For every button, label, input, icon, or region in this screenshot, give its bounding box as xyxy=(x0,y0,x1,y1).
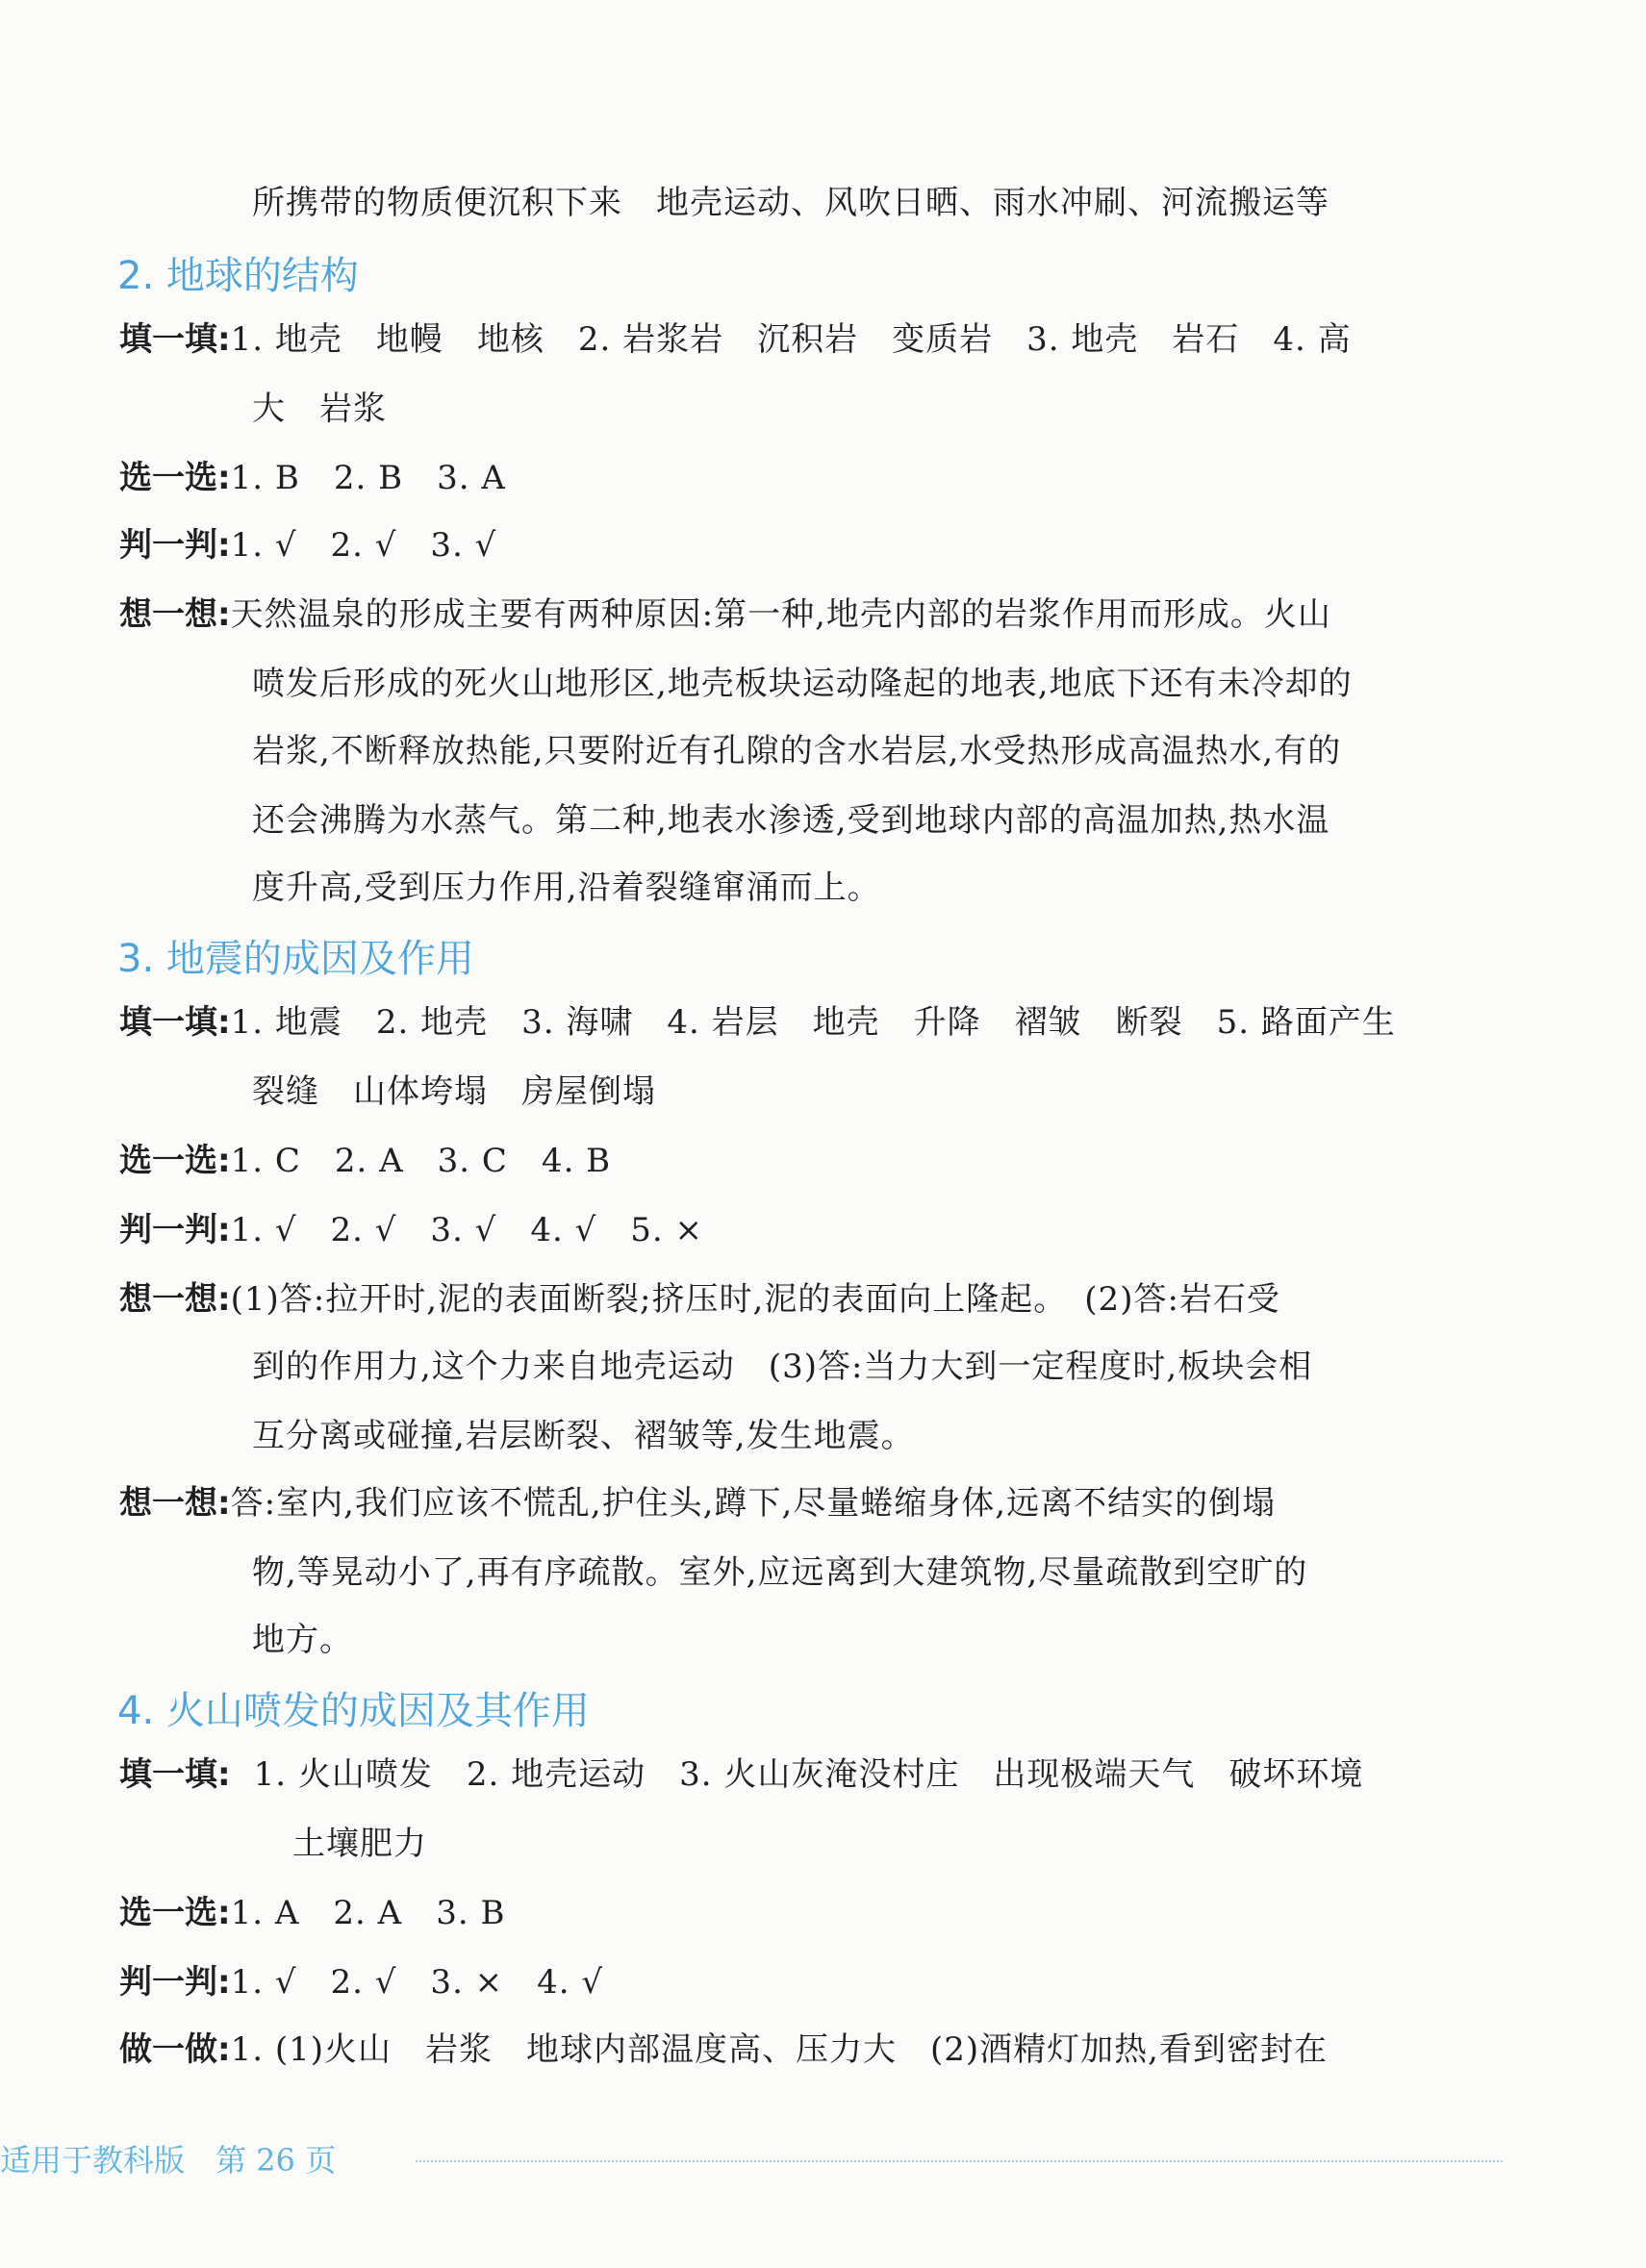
s3-think-text-3: 互分离或碰撞,岩层断裂、褶皱等,发生地震。 xyxy=(252,1417,915,1455)
section-4-title: 4. 火山喷发的成因及其作用 xyxy=(117,1689,590,1733)
s3-fill-text: 1. 地震 2. 地壳 3. 海啸 4. 岩层 地壳 升降 褶皱 断裂 5. 路面产生 xyxy=(230,1003,1396,1042)
s3-judge-row xyxy=(119,1208,703,1252)
section-2-title: 2. 地球的结构 xyxy=(117,254,359,298)
s4-fill-cont: 土壤肥力 xyxy=(292,1825,427,1863)
s4-choose-label: 选一选: xyxy=(119,1894,231,1932)
s2-fill-cont: 大 岩浆 xyxy=(252,390,387,428)
s4-fill-label: 填一填: xyxy=(119,1755,231,1794)
s4-judge-row xyxy=(119,1960,603,2004)
s3-think2-label: 想一想: xyxy=(119,1484,231,1523)
s3-fill-cont: 裂缝 山体垮塌 房屋倒塌 xyxy=(252,1072,656,1111)
s3-think-text-1: (1)答:拉开时,泥的表面断裂;挤压时,泥的表面向上隆起。 (2)答:岩石受 xyxy=(230,1280,1280,1319)
s3-think2-row xyxy=(119,1481,1276,1525)
s2-think-label: 想一想: xyxy=(119,595,231,634)
s4-choose-text: 1. A 2. A 3. B xyxy=(230,1894,506,1932)
s4-judge-label: 判一判: xyxy=(119,1963,231,2002)
s3-think-text-2: 到的作用力,这个力来自地壳运动 (3)答:当力大到一定程度时,板块会相 xyxy=(252,1348,1313,1386)
s3-fill-row xyxy=(119,1000,1396,1045)
s4-do-label: 做一做: xyxy=(119,2030,231,2069)
section-3-title: 3. 地震的成因及作用 xyxy=(117,937,474,981)
s3-think-label: 想一想: xyxy=(119,1280,231,1319)
s2-choose-text: 1. B 2. B 3. A xyxy=(230,459,506,497)
s4-do-row xyxy=(119,2028,1328,2072)
s2-think-row xyxy=(119,592,1331,637)
s3-judge-label: 判一判: xyxy=(119,1211,231,1249)
s2-think-text-2: 喷发后形成的死火山地形区,地壳板块运动隆起的地表,地底下还有未冷却的 xyxy=(252,665,1353,703)
s3-think2-text-2: 物,等晃动小了,再有序疏散。室外,应远离到大建筑物,尽量疏散到空旷的 xyxy=(252,1553,1308,1592)
s2-judge-row xyxy=(119,523,496,567)
s3-think2-text-3: 地方。 xyxy=(252,1621,353,1659)
s2-choose-label: 选一选: xyxy=(119,459,231,497)
s3-judge-text: 1. √ 2. √ 3. √ 4. √ 5. × xyxy=(230,1211,703,1249)
s2-think-text-3: 岩浆,不断释放热能,只要附近有孔隙的含水岩层,水受热形成高温热水,有的 xyxy=(252,732,1342,770)
s2-judge-label: 判一判: xyxy=(119,526,231,565)
s4-judge-text: 1. √ 2. √ 3. × 4. √ xyxy=(230,1963,604,2002)
s3-choose-text: 1. C 2. A 3. C 4. B xyxy=(230,1142,612,1180)
footer-dotted-rule xyxy=(416,2160,1503,2162)
s4-choose-row xyxy=(119,1891,505,1935)
s4-fill-text: 1. 火山喷发 2. 地壳运动 3. 火山灰淹没村庄 出现极端天气 破坏环境 xyxy=(253,1755,1364,1794)
s2-choose-row xyxy=(119,456,506,500)
s3-think2-text-1: 答:室内,我们应该不慌乱,护住头,蹲下,尽量蜷缩身体,远离不结实的倒塌 xyxy=(230,1484,1277,1523)
s3-fill-label: 填一填: xyxy=(119,1003,231,1042)
page-footer: 适用于教科版 第 26 页 xyxy=(0,2142,337,2179)
s3-think-row xyxy=(119,1277,1280,1322)
s2-fill-row xyxy=(119,317,1352,362)
s2-think-text-1: 天然温泉的形成主要有两种原因:第一种,地壳内部的岩浆作用而形成。火山 xyxy=(230,595,1331,634)
s2-fill-label: 填一填: xyxy=(119,320,231,359)
s2-think-text-4: 还会沸腾为水蒸气。第二种,地表水渗透,受到地球内部的高温加热,热水温 xyxy=(252,801,1330,840)
s4-do-text-1: 1. (1)火山 岩浆 地球内部温度高、压力大 (2)酒精灯加热,看到密封在 xyxy=(230,2030,1328,2069)
s2-judge-text: 1. √ 2. √ 3. √ xyxy=(230,526,497,565)
s3-choose-row xyxy=(119,1139,611,1183)
s2-think-text-5: 度升高,受到压力作用,沿着裂缝窜涌而上。 xyxy=(252,869,881,907)
continued-line: 所携带的物质便沉积下来 地壳运动、风吹日晒、雨水冲刷、河流搬运等 xyxy=(252,184,1329,222)
s4-fill-row xyxy=(119,1752,1363,1797)
s2-fill-text: 1. 地壳 地幔 地核 2. 岩浆岩 沉积岩 变质岩 3. 地壳 岩石 4. 高 xyxy=(230,320,1352,359)
s3-choose-label: 选一选: xyxy=(119,1142,231,1180)
